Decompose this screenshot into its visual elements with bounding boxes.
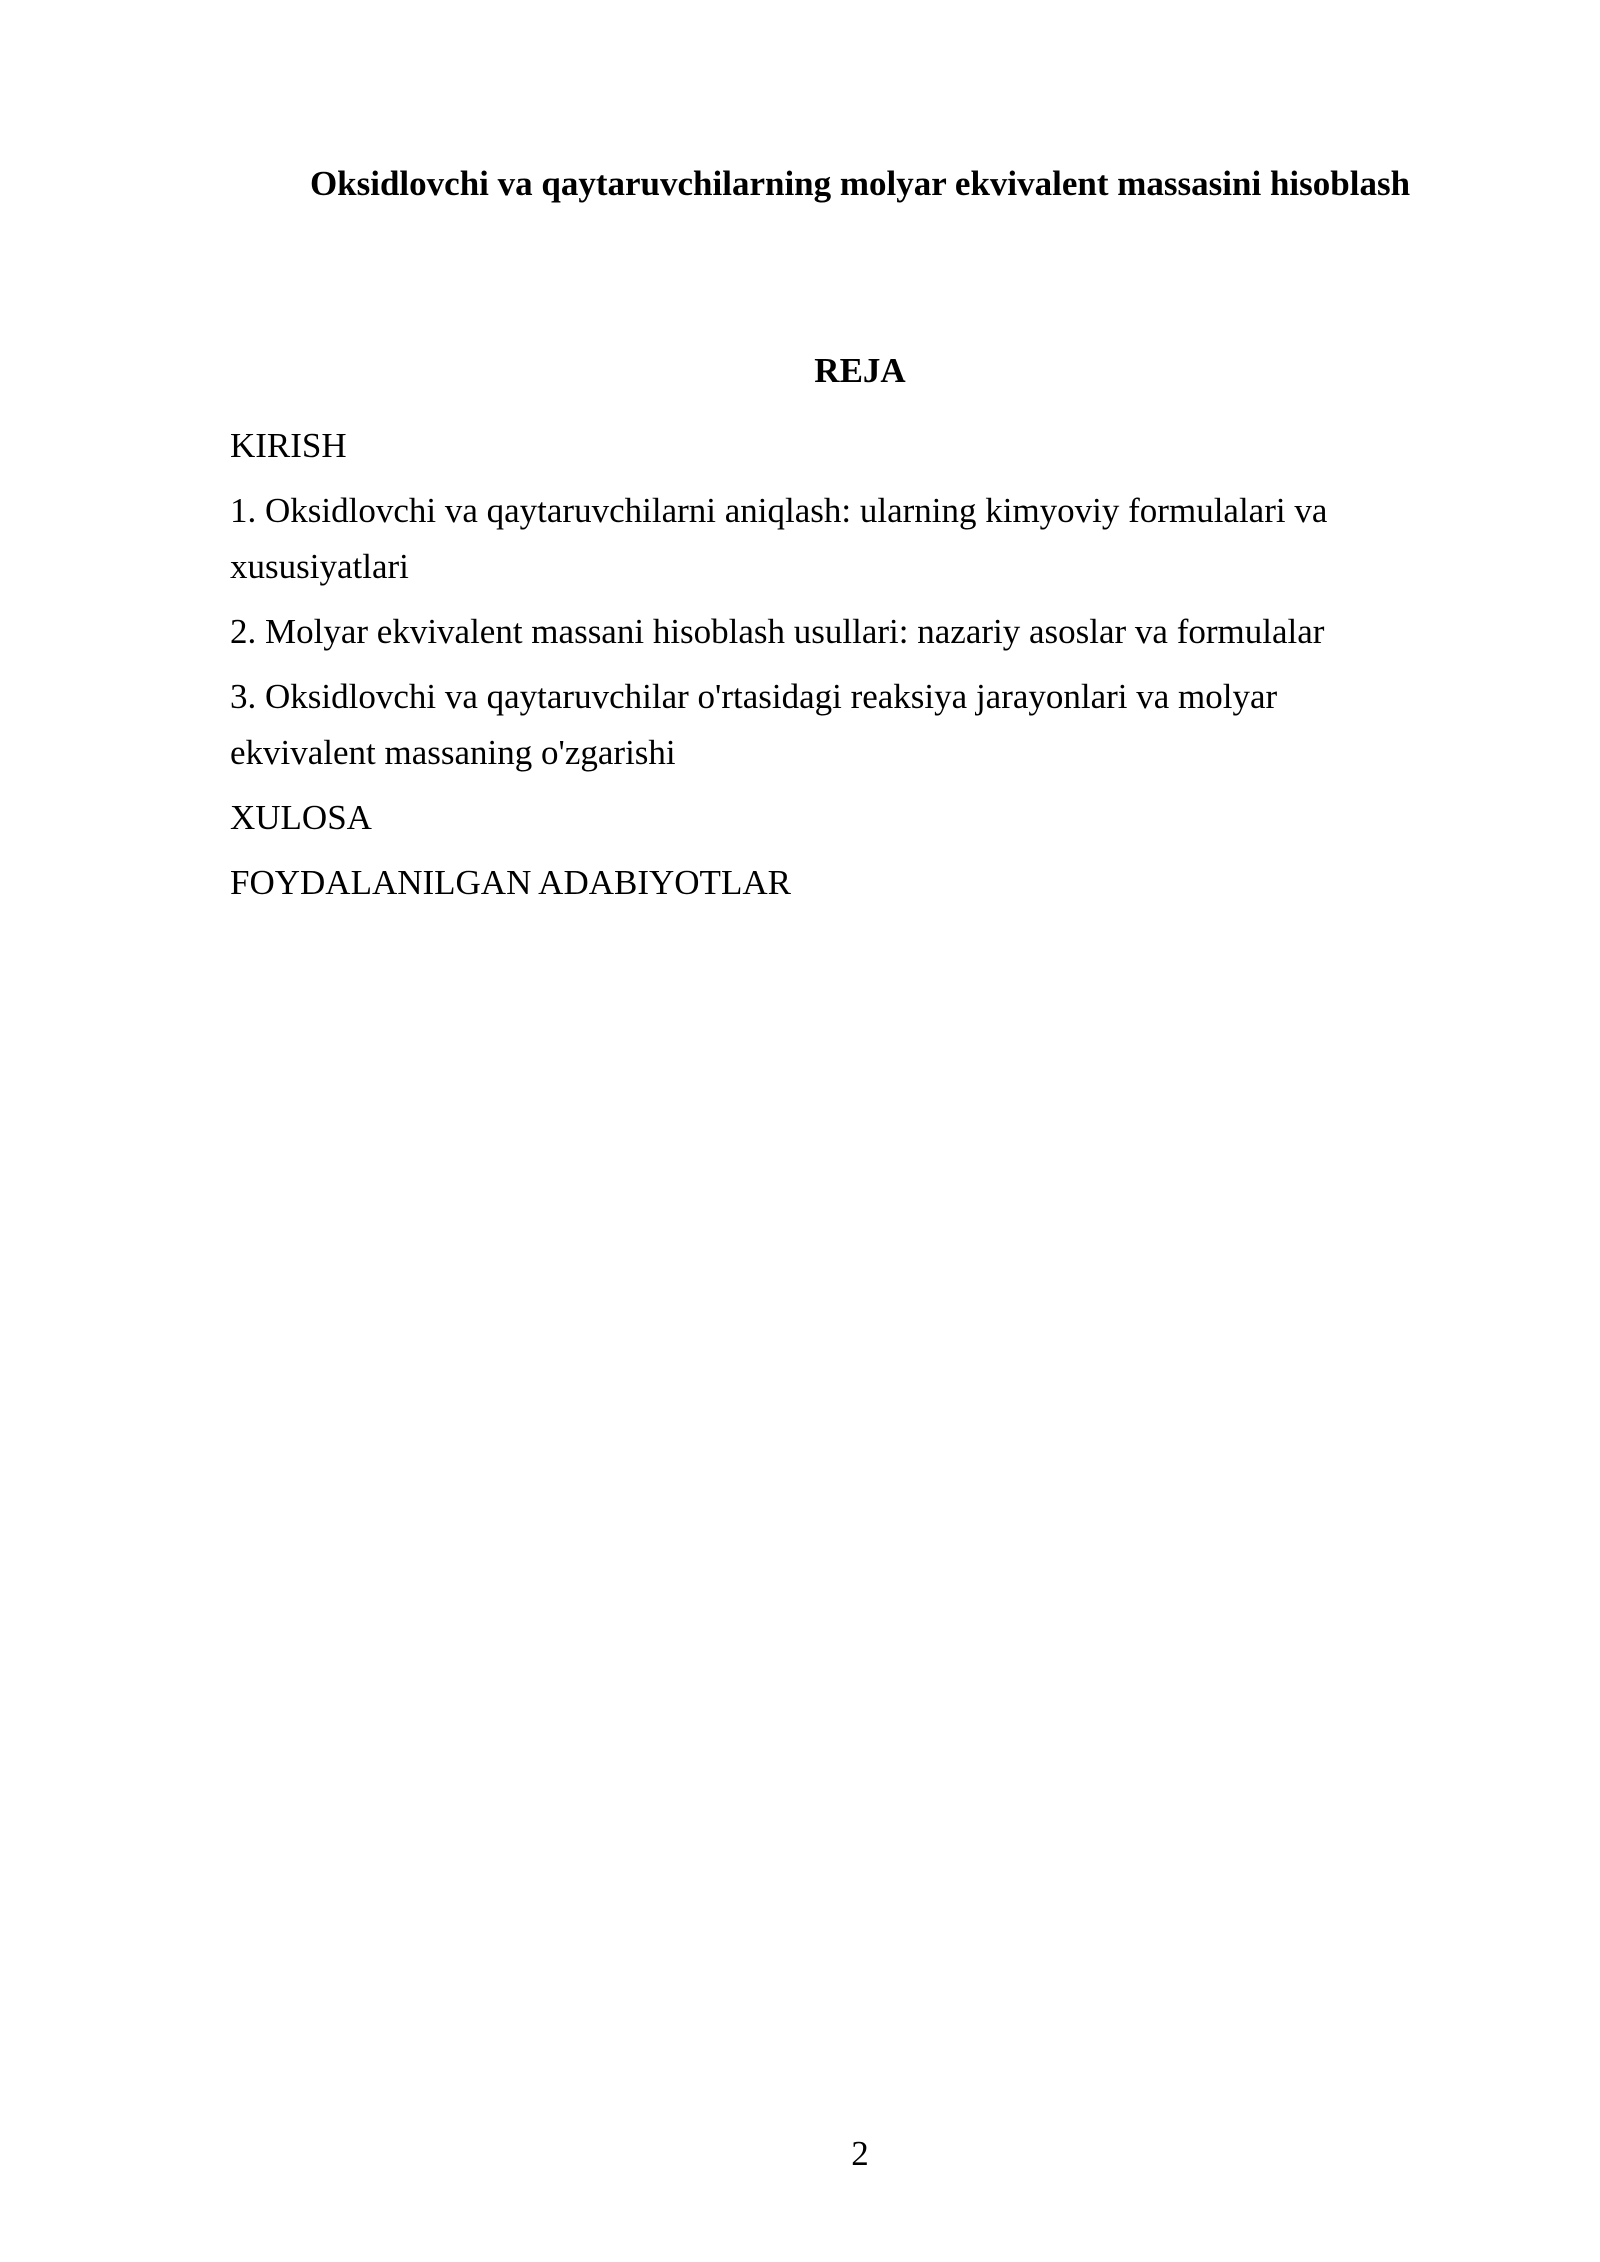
plan-heading: REJA [814,351,906,390]
plan-item-section-3: 3. Oksidlovchi va qaytaruvchilar o'rtasidagi reaksiya jarayonlari va molyar ekvivalent massaning o'zgarishi [230,677,1278,772]
plan-item-conclusion: XULOSA [230,798,372,837]
plan-list [230,418,1430,920]
page-number: 2 [851,2134,869,2173]
plan-item-references: FOYDALANILGAN ADABIYOTLAR [230,863,791,902]
plan-item-section-2: 2. Molyar ekvivalent massani hisoblash usullari: nazariy asoslar va formulalar [230,612,1325,651]
plan-item-introduction: KIRISH [230,426,347,465]
document-title: Oksidlovchi va qaytaruvchilarning molyar ekvivalent massasini hisoblash [309,164,1411,203]
plan-item-section-1: 1. Oksidlovchi va qaytaruvchilarni aniqlash: ularning kimyoviy formulalari va xususiyatlari [230,491,1328,586]
